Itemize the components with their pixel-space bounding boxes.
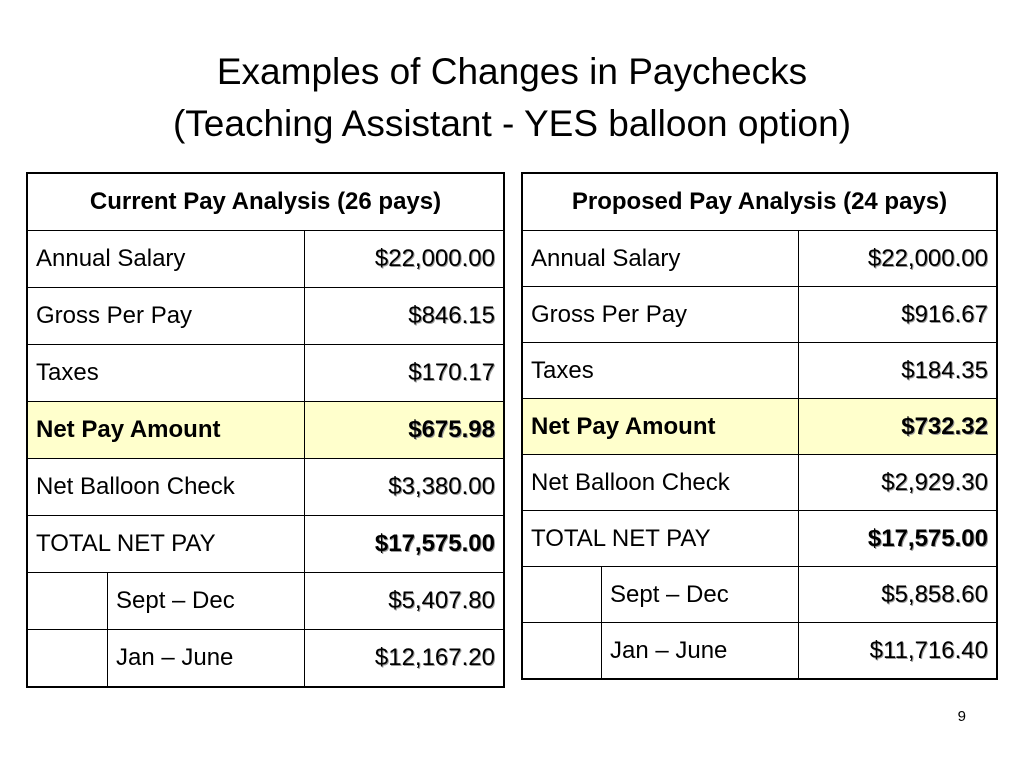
jan-june-label: Jan – June [601, 623, 798, 680]
proposed-pay-table [521, 172, 998, 680]
table-row [27, 630, 504, 688]
taxes-label: Taxes [27, 345, 305, 402]
jan-june-label: Jan – June [107, 630, 305, 688]
table-row [522, 511, 997, 567]
taxes-value: $184.35 [799, 343, 997, 399]
gross-per-pay-label: Gross Per Pay [27, 288, 305, 345]
net-pay-label: Net Pay Amount [27, 402, 305, 459]
balloon-check-value: $3,380.00 [305, 459, 504, 516]
net-pay-value: $732.32 [799, 399, 997, 455]
net-pay-row [522, 399, 997, 455]
gross-per-pay-label: Gross Per Pay [522, 287, 799, 343]
net-pay-value: $675.98 [305, 402, 504, 459]
empty-cell [27, 573, 107, 630]
balloon-check-value: $2,929.30 [799, 455, 997, 511]
sept-dec-label: Sept – Dec [107, 573, 305, 630]
table-row [522, 231, 997, 287]
table-row [27, 231, 504, 288]
table-row [27, 345, 504, 402]
slide-title-line-2: (Teaching Assistant - YES balloon option) [172, 103, 852, 144]
gross-per-pay-value: $916.67 [799, 287, 997, 343]
empty-cell [522, 567, 601, 623]
current-pay-table [26, 172, 505, 688]
page-number: 9 [957, 708, 966, 725]
sept-dec-label: Sept – Dec [601, 567, 798, 623]
table-row [27, 459, 504, 516]
slide-title-line-1: Examples of Changes in Paychecks [216, 51, 808, 92]
total-net-pay-value: $17,575.00 [305, 516, 504, 573]
table-header-row [27, 173, 504, 231]
annual-salary-value: $22,000.00 [799, 231, 997, 287]
table-row [522, 455, 997, 511]
table-row [522, 623, 997, 680]
taxes-value: $170.17 [305, 345, 504, 402]
jan-june-value: $12,167.20 [305, 630, 504, 688]
table-row [27, 516, 504, 573]
current-pay-header: Current Pay Analysis (26 pays) [27, 173, 504, 231]
taxes-label: Taxes [522, 343, 799, 399]
total-net-pay-label: TOTAL NET PAY [522, 511, 799, 567]
empty-cell [522, 623, 601, 680]
proposed-pay-header: Proposed Pay Analysis (24 pays) [522, 173, 997, 231]
total-net-pay-label: TOTAL NET PAY [27, 516, 305, 573]
total-net-pay-value: $17,575.00 [799, 511, 997, 567]
sept-dec-value: $5,858.60 [799, 567, 997, 623]
annual-salary-label: Annual Salary [522, 231, 799, 287]
table-row [522, 287, 997, 343]
sept-dec-value: $5,407.80 [305, 573, 504, 630]
slide-title [0, 46, 1024, 150]
empty-cell [27, 630, 107, 688]
table-row [27, 573, 504, 630]
balloon-check-label: Net Balloon Check [522, 455, 799, 511]
net-pay-label: Net Pay Amount [522, 399, 799, 455]
net-pay-row [27, 402, 504, 459]
annual-salary-label: Annual Salary [27, 231, 305, 288]
table-row [522, 567, 997, 623]
jan-june-value: $11,716.40 [799, 623, 997, 680]
table-header-row [522, 173, 997, 231]
table-row [27, 288, 504, 345]
gross-per-pay-value: $846.15 [305, 288, 504, 345]
balloon-check-label: Net Balloon Check [27, 459, 305, 516]
annual-salary-value: $22,000.00 [305, 231, 504, 288]
table-row [522, 343, 997, 399]
